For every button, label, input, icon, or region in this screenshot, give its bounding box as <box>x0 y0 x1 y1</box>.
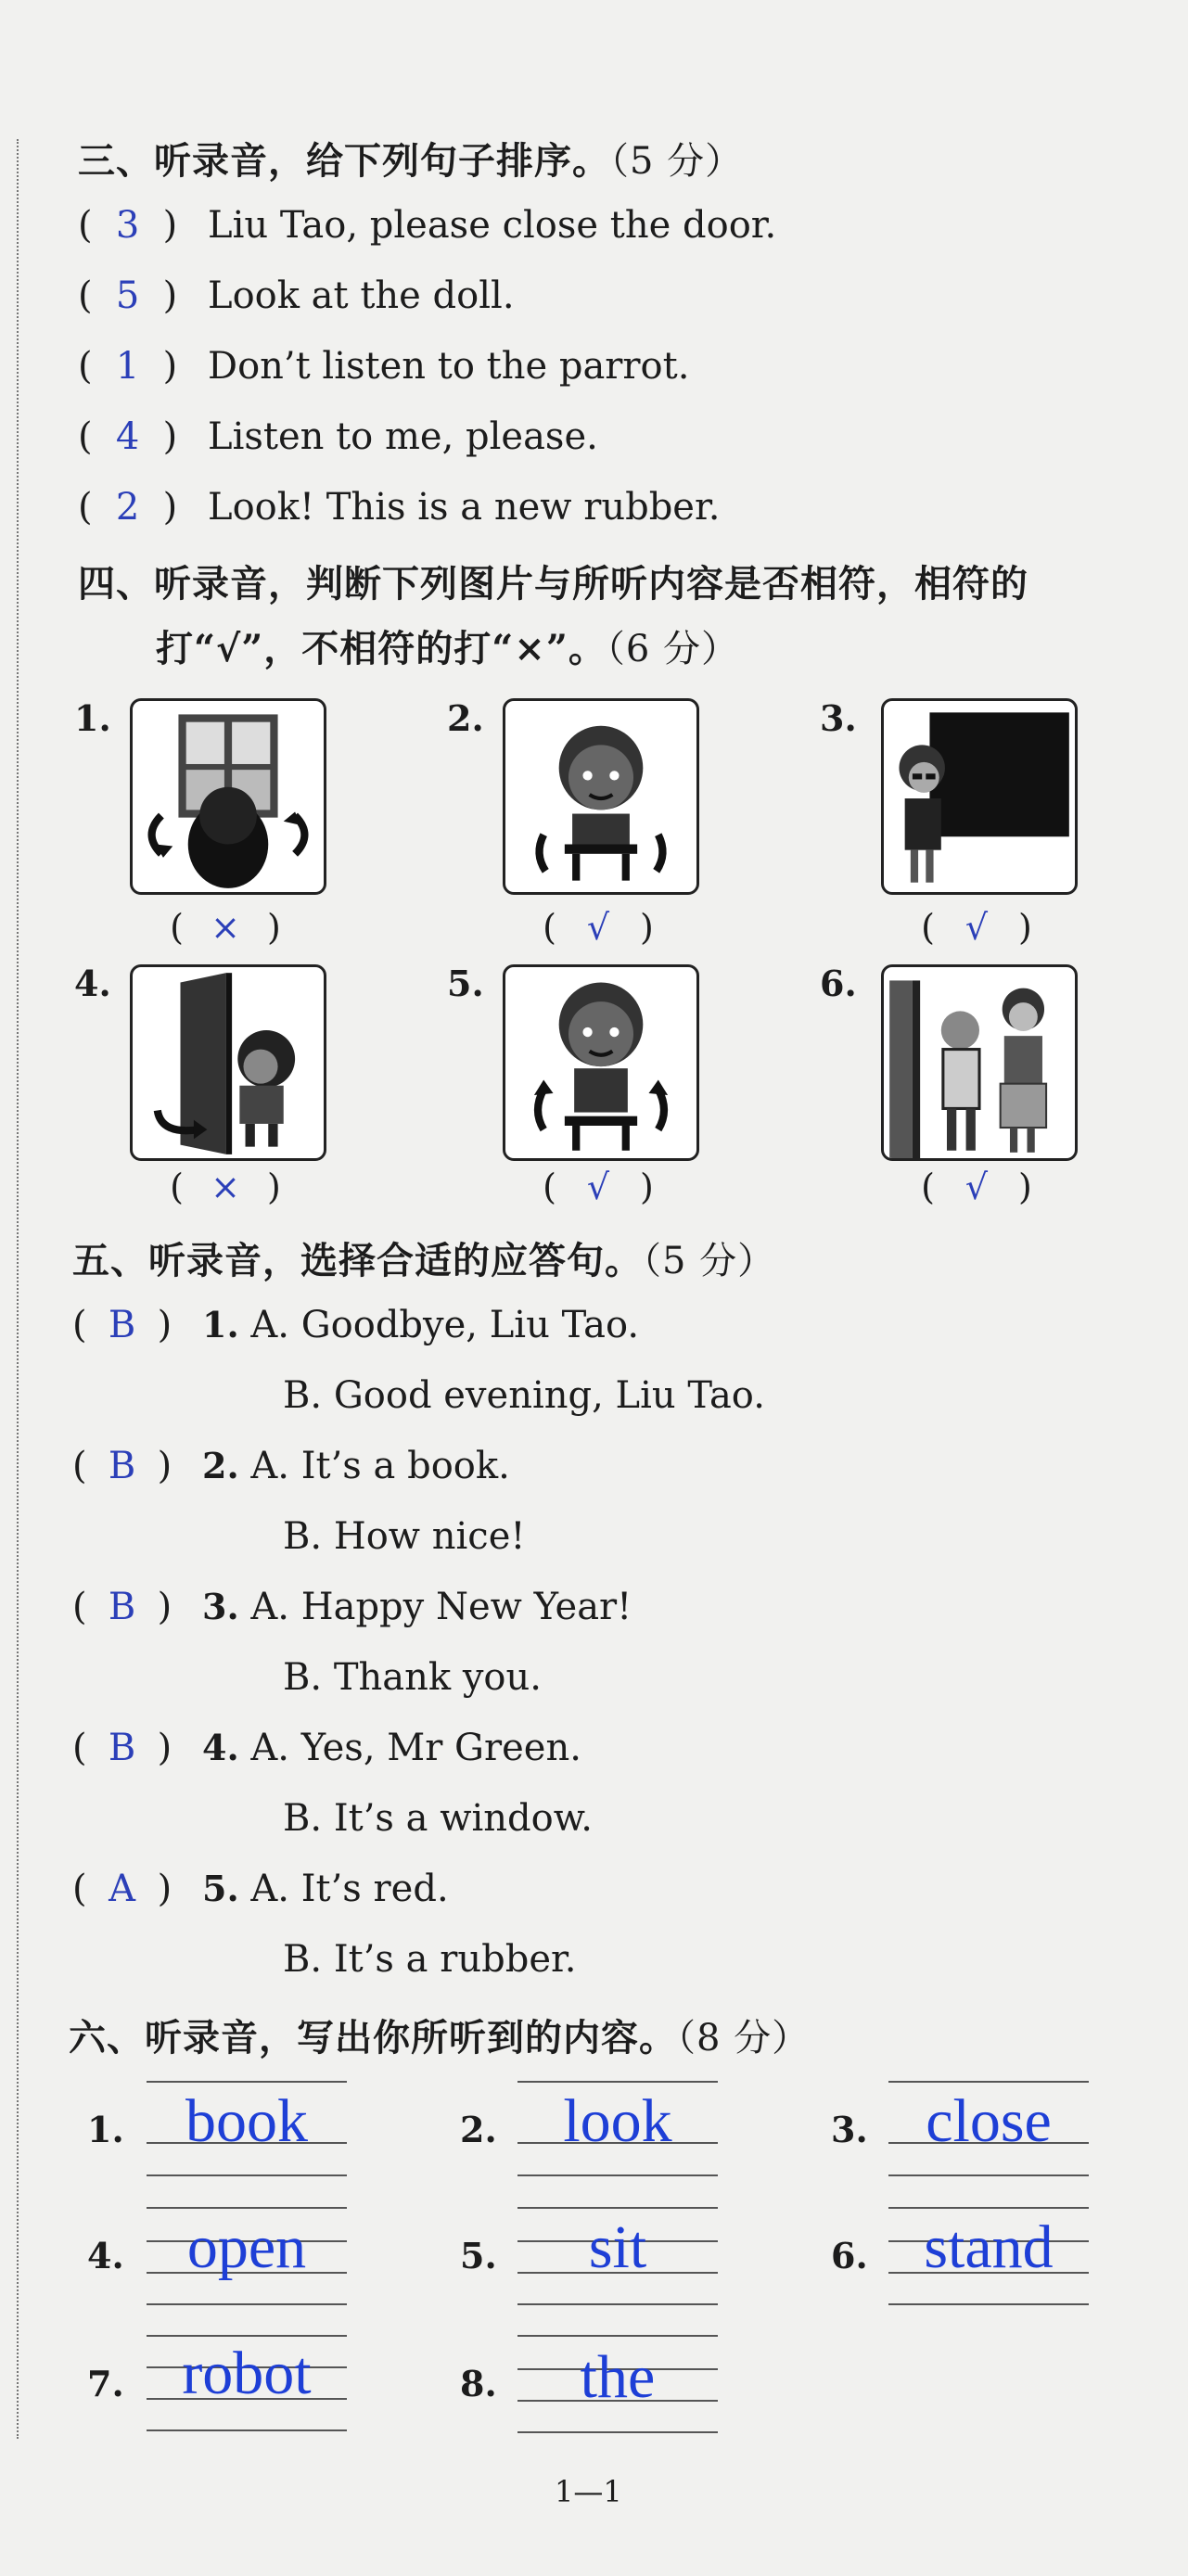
writing-line <box>147 2207 347 2209</box>
section3-points: （5 分） <box>610 140 744 183</box>
option-a: A. Happy New Year! <box>250 1586 632 1628</box>
writing-line <box>517 2174 718 2176</box>
picture-number: 1. <box>74 697 111 739</box>
section4-title-cont: 打“√”，不相符的打“×”。 <box>156 627 607 670</box>
handwritten-answer: close <box>926 2087 1052 2155</box>
handwritten-answer: robot <box>182 2340 312 2407</box>
section4-heading-line1: 四、听录音，判断下列图片与所听内容是否相符，相符的 <box>78 562 1028 606</box>
question-number: 7. <box>87 2363 124 2404</box>
section5-heading <box>72 1231 775 1284</box>
section5-title: 五、听录音，选择合适的应答句。 <box>72 1239 643 1282</box>
writing-line <box>147 2303 347 2305</box>
list-item: ( 1 ) Don’t listen to the parrot. <box>78 345 690 388</box>
answer-mark: 2 <box>115 486 140 529</box>
question-number: 3. <box>202 1586 239 1627</box>
blackboard-teacher-icon <box>881 698 1078 895</box>
writing-line <box>147 2081 347 2083</box>
list-item: ( 3 ) Liu Tao, please close the door. <box>78 204 777 247</box>
answer-mark: 5 <box>115 274 140 317</box>
option-a: A. It’s a book. <box>250 1445 510 1487</box>
list-item: ( 4 ) Listen to me, please. <box>78 415 598 458</box>
sit-down-icon <box>503 698 699 895</box>
question-number: 1. <box>202 1304 239 1345</box>
picture-number: 6. <box>820 963 857 1004</box>
answer-mark: ( × ) <box>170 1167 281 1207</box>
answer-symbol: × <box>211 1167 240 1207</box>
option-b: B. How nice! <box>283 1515 526 1558</box>
answer-mark: ( √ ) <box>543 1167 654 1207</box>
answer-symbol: √ <box>964 907 989 948</box>
option-b: B. It’s a window. <box>283 1797 593 1840</box>
dotted-cut-line <box>17 139 19 2439</box>
option-a: A. Yes, Mr Green. <box>250 1727 581 1769</box>
section5-points: （5 分） <box>643 1240 776 1282</box>
handwritten-answer: look <box>563 2087 672 2155</box>
answer-mark: ( √ ) <box>921 907 1032 948</box>
answer-symbol: √ <box>586 907 610 948</box>
list-item: ( 5 ) Look at the doll. <box>78 274 515 317</box>
answer-mark: B <box>108 1586 136 1628</box>
answer-mark: B <box>108 1727 136 1769</box>
option-b: B. Thank you. <box>283 1656 542 1699</box>
answer-mark: 1 <box>115 345 140 388</box>
section3-title: 三、听录音，给下列句子排序。 <box>78 139 610 183</box>
writing-line <box>888 2174 1089 2176</box>
handwritten-answer: stand <box>924 2213 1054 2281</box>
door-greeting-icon <box>881 964 1078 1161</box>
answer-symbol: × <box>211 907 240 948</box>
picture-number: 2. <box>447 697 484 739</box>
option-b: B. Good evening, Liu Tao. <box>283 1374 765 1417</box>
sentence-text: Listen to me, please. <box>208 415 598 458</box>
answer-mark: A <box>109 1868 136 1910</box>
answer-mark: ( × ) <box>170 907 281 948</box>
answer-mark: B <box>108 1304 136 1346</box>
writing-line <box>517 2335 718 2337</box>
list-item: ( B ) 3. A. Happy New Year! <box>72 1586 632 1628</box>
picture-number: 5. <box>447 963 484 1004</box>
question-number: 2. <box>460 2109 497 2150</box>
open-door-icon <box>130 964 326 1161</box>
option-a: A. It’s red. <box>250 1868 449 1910</box>
question-number: 5. <box>460 2235 497 2276</box>
list-item: ( B ) 4. A. Yes, Mr Green. <box>72 1727 581 1769</box>
writing-line <box>147 2174 347 2176</box>
answer-symbol: √ <box>586 1167 610 1207</box>
sentence-text: Look! This is a new rubber. <box>208 486 721 529</box>
list-item: ( A ) 5. A. It’s red. <box>72 1868 449 1910</box>
list-item: ( B ) 2. A. It’s a book. <box>72 1445 510 1487</box>
question-number: 4. <box>87 2235 124 2276</box>
window-open-icon <box>130 698 326 895</box>
answer-mark: ( √ ) <box>921 1167 1032 1207</box>
answer-mark: ( √ ) <box>543 907 654 948</box>
section6-points: （8 分） <box>677 2017 811 2060</box>
question-number: 6. <box>831 2235 868 2276</box>
writing-line <box>517 2431 718 2433</box>
question-number: 2. <box>202 1445 239 1486</box>
handwritten-answer: sit <box>588 2213 647 2281</box>
question-number: 4. <box>202 1727 239 1768</box>
list-item: ( 2 ) Look! This is a new rubber. <box>78 486 721 529</box>
sentence-text: Look at the doll. <box>208 274 515 317</box>
section3-heading <box>78 132 743 185</box>
section6-heading <box>69 2009 810 2061</box>
option-a: A. Goodbye, Liu Tao. <box>250 1304 640 1346</box>
answer-mark: 4 <box>115 415 140 458</box>
section4-points: （6 分） <box>606 628 740 670</box>
answer-mark: 3 <box>115 204 140 247</box>
question-number: 1. <box>87 2109 124 2150</box>
writing-line <box>517 2207 718 2209</box>
list-item: ( B ) 1. A. Goodbye, Liu Tao. <box>72 1304 640 1346</box>
handwritten-answer: open <box>186 2213 307 2281</box>
answer-mark: B <box>108 1445 136 1487</box>
option-b: B. It’s a rubber. <box>283 1938 577 1981</box>
question-number: 5. <box>202 1868 239 1909</box>
picture-number: 4. <box>74 963 111 1004</box>
picture-number: 3. <box>820 697 857 739</box>
handwritten-answer: book <box>185 2087 308 2155</box>
writing-line <box>147 2335 347 2337</box>
handwritten-answer: the <box>580 2343 656 2411</box>
question-number: 3. <box>831 2109 868 2150</box>
writing-line <box>888 2303 1089 2305</box>
writing-line <box>888 2081 1089 2083</box>
page-number: 1—1 <box>555 2474 622 2509</box>
section6-title: 六、听录音，写出你所听到的内容。 <box>69 2016 677 2060</box>
stand-up-icon <box>503 964 699 1161</box>
writing-line <box>517 2303 718 2305</box>
question-number: 8. <box>460 2363 497 2404</box>
writing-line <box>517 2081 718 2083</box>
sentence-text: Liu Tao, please close the door. <box>208 204 777 247</box>
writing-line <box>147 2429 347 2431</box>
answer-symbol: √ <box>964 1167 989 1207</box>
section4-heading-line2 <box>156 619 739 672</box>
writing-line <box>888 2207 1089 2209</box>
sentence-text: Don’t listen to the parrot. <box>208 345 690 388</box>
